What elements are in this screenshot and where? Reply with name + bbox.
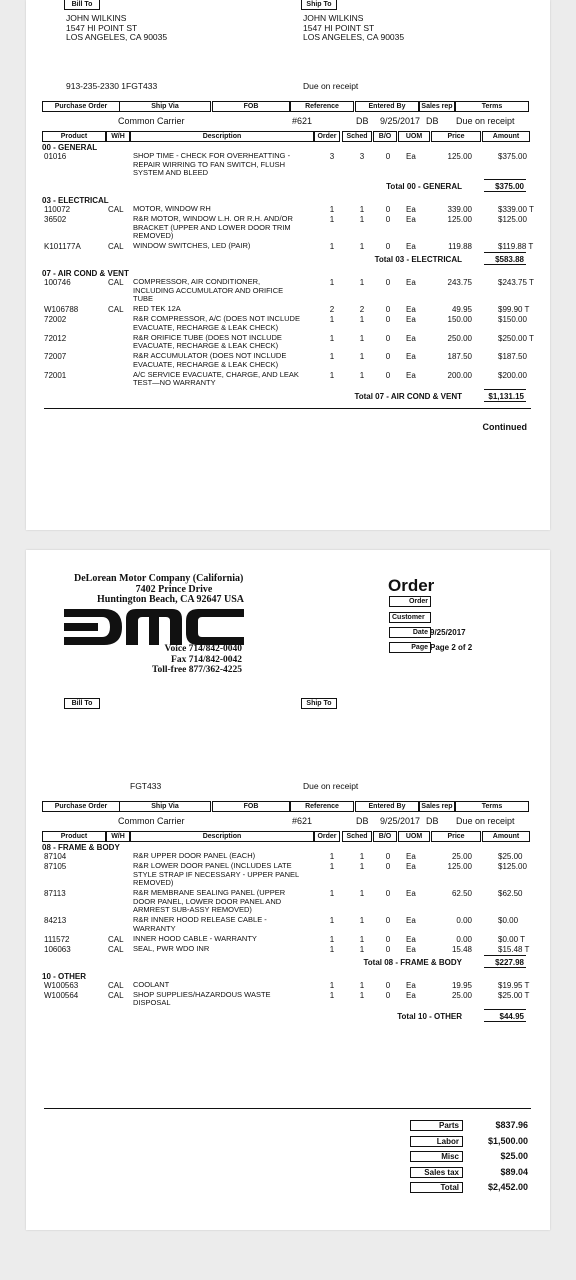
cell-price: 119.88 bbox=[448, 242, 472, 251]
cell-amount: $187.50 bbox=[498, 352, 527, 361]
col-sched-p2: Sched bbox=[342, 831, 372, 842]
cell-uom: Ea bbox=[406, 889, 416, 898]
section-total-value: $375.00 bbox=[495, 182, 524, 191]
cell-bo: 0 bbox=[385, 944, 391, 954]
col-order: Order bbox=[314, 131, 340, 142]
terms-value: Due on receipt bbox=[456, 116, 515, 126]
cell-order: 1 bbox=[329, 852, 335, 861]
section-title: 08 - FRAME & BODY bbox=[42, 843, 120, 852]
cell-uom: Ea bbox=[406, 852, 416, 861]
section-total-value: $1,131.15 bbox=[488, 392, 524, 401]
cell-bo: 0 bbox=[385, 205, 391, 214]
fax-number: Fax 714/842-0042 bbox=[171, 654, 242, 665]
cell-sched: 1 bbox=[359, 990, 365, 1000]
cell-uom: Ea bbox=[406, 990, 416, 1000]
bill-to-address bbox=[66, 14, 167, 43]
cell-amount: $19.95 T bbox=[498, 980, 530, 990]
cell-price: 125.00 bbox=[447, 215, 472, 224]
cell-uom: Ea bbox=[406, 305, 416, 314]
section-total-value: $583.88 bbox=[495, 255, 524, 264]
col-product-p2: Product bbox=[42, 831, 106, 842]
cell-price: 187.50 bbox=[447, 352, 472, 361]
cell-product: 01016 bbox=[44, 152, 67, 161]
cell-description: R&R INNER HOOD RELEASE CABLE - WARRANTY bbox=[133, 915, 267, 933]
cell-wh: CAL bbox=[108, 944, 124, 954]
company-city: Huntington Beach, CA 92647 USA bbox=[97, 594, 244, 605]
summary-value: $2,452.00 bbox=[487, 1182, 528, 1192]
bill-to-line: JOHN WILKINS bbox=[66, 13, 127, 23]
cell-sched: 1 bbox=[359, 916, 365, 925]
cell-order: 1 bbox=[329, 889, 335, 898]
cell-description: RED TEK 12A bbox=[133, 304, 181, 313]
cell-order: 1 bbox=[329, 215, 335, 224]
cell-price: 15.48 bbox=[451, 944, 472, 954]
cell-order: 1 bbox=[329, 862, 335, 871]
cell-order: 1 bbox=[329, 934, 335, 944]
cell-bo: 0 bbox=[385, 852, 391, 861]
cell-bo: 0 bbox=[385, 333, 391, 343]
sales-rep-value: DB bbox=[426, 116, 439, 126]
col-price: Price bbox=[431, 131, 481, 142]
section-title: 10 - OTHER bbox=[42, 971, 87, 981]
sales-rep-value-p2: DB bbox=[426, 816, 439, 826]
voice-number: Voice 714/842-0040 bbox=[164, 644, 242, 654]
cell-order: 3 bbox=[329, 152, 335, 161]
col-uom: UOM bbox=[398, 131, 430, 142]
cell-bo: 0 bbox=[385, 242, 391, 251]
cell-product: 106063 bbox=[44, 944, 71, 954]
cell-price: 125.00 bbox=[447, 862, 472, 871]
col-bo: B/O bbox=[373, 131, 397, 142]
hline-total bbox=[484, 955, 526, 956]
fob-label-p2: FOB bbox=[212, 801, 290, 812]
cell-price: 243.75 bbox=[447, 278, 472, 287]
cell-description: A/C SERVICE EVACUATE, CHARGE, AND LEAK TEST—NO WARRANTY bbox=[133, 369, 299, 387]
cell-bo: 0 bbox=[385, 980, 391, 990]
phone-line-p2: FGT433 bbox=[130, 781, 162, 791]
col-wh-p2: W/H bbox=[106, 831, 130, 842]
summary-value: $25.00 bbox=[500, 1151, 528, 1161]
cell-sched: 1 bbox=[359, 352, 365, 361]
purchase-order-label: Purchase Order bbox=[42, 101, 120, 112]
cell-amount: $0.00 bbox=[498, 916, 519, 925]
bill-to-label: Bill To bbox=[64, 0, 100, 10]
cell-description: R&R COMPRESSOR, A/C (DOES NOT INCLUDE EVACUATE, RECHARGE & LEAK CHECK) bbox=[133, 314, 300, 332]
cell-product: 87104 bbox=[44, 852, 67, 861]
entered-by-value: DB bbox=[356, 116, 369, 126]
col-sched: Sched bbox=[342, 131, 372, 142]
cell-price: 62.50 bbox=[451, 889, 472, 898]
section-title: 00 - GENERAL bbox=[42, 143, 98, 152]
cell-wh: CAL bbox=[108, 205, 124, 214]
cell-order: 1 bbox=[329, 370, 335, 380]
cell-uom: Ea bbox=[406, 862, 416, 871]
ship-via-value: Common Carrier bbox=[118, 116, 185, 126]
cell-price: 250.00 bbox=[447, 333, 472, 343]
cell-product: 72002 bbox=[44, 315, 67, 324]
ship-via-label-p2: Ship Via bbox=[119, 801, 211, 812]
reference-value-p2: #621 bbox=[292, 816, 313, 826]
cell-product: 36502 bbox=[44, 215, 67, 224]
terms-label-p2: Terms bbox=[455, 801, 529, 812]
cell-bo: 0 bbox=[385, 889, 391, 898]
summary-value: $1,500.00 bbox=[487, 1135, 528, 1146]
summary-label: Sales tax bbox=[410, 1167, 463, 1178]
entered-by-label-p2: Entered By bbox=[355, 801, 419, 812]
cell-order: 1 bbox=[329, 990, 335, 1000]
bill-to-line: LOS ANGELES, CA 90035 bbox=[66, 32, 168, 42]
cell-product: 72012 bbox=[44, 333, 67, 343]
cell-order: 1 bbox=[329, 242, 335, 251]
dmc-logo bbox=[64, 607, 246, 647]
phone-line: 913-235-2330 1FGT433 bbox=[66, 81, 158, 91]
reference-label: Reference bbox=[290, 101, 354, 112]
section-total-label: Total 08 - FRAME & BODY bbox=[363, 957, 462, 967]
cell-sched: 2 bbox=[359, 305, 365, 314]
cell-bo: 0 bbox=[385, 278, 391, 287]
cell-product: W106788 bbox=[44, 305, 79, 314]
summary-value: $837.96 bbox=[495, 1120, 528, 1130]
cell-price: 25.00 bbox=[451, 990, 472, 1000]
bill-to-label-p2: Bill To bbox=[64, 698, 100, 709]
section-total-label: Total 00 - GENERAL bbox=[386, 182, 462, 191]
col-description-p2: Description bbox=[130, 831, 314, 842]
divider bbox=[44, 408, 531, 409]
cell-sched: 1 bbox=[359, 333, 365, 343]
cell-sched: 1 bbox=[359, 934, 365, 944]
company-contact bbox=[136, 644, 242, 676]
cell-bo: 0 bbox=[385, 215, 391, 224]
hline-total-under bbox=[484, 967, 526, 968]
reference-label-p2: Reference bbox=[290, 801, 354, 812]
cell-bo: 0 bbox=[385, 916, 391, 925]
order-label: Order bbox=[389, 596, 431, 607]
cell-amount: $339.00 T bbox=[498, 205, 534, 214]
cell-order: 1 bbox=[329, 333, 335, 343]
cell-order: 1 bbox=[329, 205, 335, 214]
cell-uom: Ea bbox=[406, 315, 416, 324]
cell-amount: $243.75 T bbox=[498, 278, 534, 287]
summary-label: Misc bbox=[410, 1151, 463, 1162]
cell-price: 25.00 bbox=[451, 852, 472, 861]
cell-description: COOLANT bbox=[133, 979, 170, 989]
cell-sched: 1 bbox=[359, 370, 365, 380]
cell-bo: 0 bbox=[385, 315, 391, 324]
cell-uom: Ea bbox=[406, 980, 416, 990]
cell-amount: $25.00 T bbox=[498, 990, 530, 1000]
invoice-page-2 bbox=[26, 550, 550, 1230]
section-total-label: Total 07 - AIR COND & VENT bbox=[354, 392, 462, 401]
due-text-p2: Due on receipt bbox=[303, 781, 359, 791]
hline-total-under bbox=[484, 401, 526, 402]
date-meta-value: 9/25/2017 bbox=[430, 628, 466, 637]
cell-order: 1 bbox=[329, 980, 335, 990]
cell-bo: 0 bbox=[385, 990, 391, 1000]
cell-wh: CAL bbox=[108, 278, 124, 287]
col-product: Product bbox=[42, 131, 106, 142]
cell-description: R&R LOWER DOOR PANEL (INCLUDES LATE STYLE STRAP IF NECESSARY - UPPER PANEL REMOVED) bbox=[133, 861, 299, 887]
ship-via-label: Ship Via bbox=[119, 101, 211, 112]
ship-to-label: Ship To bbox=[301, 0, 337, 10]
cell-product: 87105 bbox=[44, 862, 67, 871]
cell-amount: $119.88 T bbox=[498, 242, 534, 251]
hline-total bbox=[484, 1009, 526, 1010]
cell-order: 1 bbox=[329, 916, 335, 925]
ship-to-label-p2: Ship To bbox=[301, 698, 337, 709]
cell-bo: 0 bbox=[385, 370, 391, 380]
cell-description: COMPRESSOR, AIR CONDITIONER, INCLUDING ACCUMULATOR AND ORIFICE TUBE bbox=[133, 277, 284, 303]
company-name: DeLorean Motor Company (California) bbox=[74, 573, 244, 584]
col-amount: Amount bbox=[482, 131, 530, 142]
date-value-p2: 9/25/2017 bbox=[380, 816, 421, 826]
cell-order: 2 bbox=[329, 305, 335, 314]
purchase-order-label-p2: Purchase Order bbox=[42, 801, 120, 812]
invoice-page-1 bbox=[26, 0, 550, 530]
cell-wh: CAL bbox=[108, 990, 124, 1000]
cell-product: 87113 bbox=[44, 889, 66, 898]
cell-price: 49.95 bbox=[451, 305, 472, 314]
cell-product: W100564 bbox=[44, 990, 79, 1000]
hline-total bbox=[484, 252, 526, 253]
cell-amount: $200.00 bbox=[498, 370, 527, 380]
ship-to-address bbox=[303, 14, 404, 43]
cell-order: 1 bbox=[329, 278, 335, 287]
cell-amount: $15.48 T bbox=[498, 944, 530, 954]
cell-uom: Ea bbox=[406, 944, 416, 954]
section-title: 07 - AIR COND & VENT bbox=[42, 269, 129, 278]
date-label: Date bbox=[389, 627, 431, 638]
cell-description: MOTOR, WINDOW RH bbox=[133, 204, 211, 213]
cell-order: 1 bbox=[329, 352, 335, 361]
summary-value: $89.04 bbox=[500, 1166, 528, 1177]
ship-to-line: 1547 HI POINT ST bbox=[303, 22, 375, 33]
cell-order: 1 bbox=[329, 315, 335, 324]
cell-amount: $125.00 bbox=[498, 862, 527, 871]
cell-description: R&R ORIFICE TUBE (DOES NOT INCLUDE EVACUATE, RECHARGE & LEAK CHECK) bbox=[133, 332, 282, 350]
cell-amount: $0.00 T bbox=[498, 934, 525, 944]
cell-uom: Ea bbox=[406, 215, 416, 224]
hline-total bbox=[484, 389, 526, 390]
ship-to-line: JOHN WILKINS bbox=[303, 13, 364, 23]
continued-text: Continued bbox=[482, 422, 527, 432]
terms-label: Terms bbox=[455, 101, 529, 112]
cell-uom: Ea bbox=[406, 370, 416, 380]
fob-label: FOB bbox=[212, 101, 290, 112]
summary-label: Total bbox=[410, 1182, 463, 1193]
cell-sched: 1 bbox=[359, 315, 365, 324]
cell-description: R&R ACCUMULATOR (DOES NOT INCLUDE EVACUATE, RECHARGE & LEAK CHECK) bbox=[133, 351, 287, 369]
cell-uom: Ea bbox=[406, 278, 416, 287]
cell-product: K101177A bbox=[44, 242, 81, 251]
tollfree-number: Toll-free 877/362-4225 bbox=[152, 665, 242, 675]
cell-amount: $99.90 T bbox=[498, 305, 530, 314]
section-total-label: Total 10 - OTHER bbox=[397, 1012, 462, 1021]
entered-by-label: Entered By bbox=[355, 101, 419, 112]
section-total-value: $227.98 bbox=[495, 957, 524, 967]
cell-price: 150.00 bbox=[447, 315, 472, 324]
cell-amount: $250.00 T bbox=[498, 333, 534, 343]
cell-product: 72001 bbox=[44, 370, 67, 380]
cell-price: 339.00 bbox=[447, 205, 472, 214]
page-meta-value: Page 2 of 2 bbox=[430, 643, 473, 652]
section-title: 03 - ELECTRICAL bbox=[42, 196, 109, 205]
cell-uom: Ea bbox=[406, 152, 416, 161]
cell-sched: 1 bbox=[359, 215, 365, 224]
ship-to-line: LOS ANGELES, CA 90035 bbox=[303, 32, 405, 42]
section-total-value: $44.95 bbox=[499, 1012, 524, 1021]
col-price-p2: Price bbox=[431, 831, 481, 842]
col-wh: W/H bbox=[106, 131, 130, 142]
cell-sched: 3 bbox=[359, 152, 365, 161]
hline-total-under bbox=[484, 1021, 526, 1022]
divider-p2 bbox=[44, 1108, 531, 1109]
customer-label: Customer bbox=[389, 612, 431, 623]
cell-wh: CAL bbox=[108, 305, 124, 314]
company-street: 7402 Prince Drive bbox=[135, 583, 213, 595]
cell-uom: Ea bbox=[406, 242, 416, 251]
cell-wh: CAL bbox=[108, 242, 124, 251]
cell-product: 72007 bbox=[44, 352, 67, 361]
cell-description: INNER HOOD CABLE - WARRANTY bbox=[133, 933, 257, 943]
sales-rep-label-p2: Sales rep bbox=[419, 801, 455, 812]
cell-price: 200.00 bbox=[447, 370, 472, 380]
cell-description: R&R MEMBRANE SEALING PANEL (UPPER DOOR PANEL, LOWER DOOR PANEL AND ARMREST SUB-ASSY REMOVED) bbox=[133, 888, 286, 914]
cell-sched: 1 bbox=[359, 852, 365, 861]
summary-label: Parts bbox=[410, 1120, 463, 1131]
cell-sched: 1 bbox=[359, 278, 365, 287]
cell-price: 19.95 bbox=[451, 980, 472, 990]
cell-uom: Ea bbox=[406, 934, 416, 944]
cell-wh: CAL bbox=[108, 980, 124, 990]
col-order-p2: Order bbox=[314, 831, 340, 842]
cell-description: WINDOW SWITCHES, LED (PAIR) bbox=[133, 241, 251, 250]
cell-wh: CAL bbox=[108, 934, 124, 944]
cell-description: SHOP TIME - CHECK FOR OVERHEATTING - REPAIR WIRRING TO FAN SWITCH, FLUSH SYSTEM AND BLEED bbox=[133, 151, 291, 177]
cell-amount: $25.00 bbox=[498, 852, 523, 861]
bill-to-line: 1547 HI POINT ST bbox=[66, 22, 138, 33]
cell-uom: Ea bbox=[406, 333, 416, 343]
cell-bo: 0 bbox=[385, 352, 391, 361]
hline-total-under bbox=[484, 191, 526, 192]
cell-sched: 1 bbox=[359, 944, 365, 954]
cell-bo: 0 bbox=[385, 934, 391, 944]
cell-price: 125.00 bbox=[447, 152, 472, 161]
cell-product: 100746 bbox=[44, 278, 71, 287]
col-bo-p2: B/O bbox=[373, 831, 397, 842]
cell-uom: Ea bbox=[406, 205, 416, 214]
cell-order: 1 bbox=[329, 944, 335, 954]
cell-sched: 1 bbox=[359, 862, 365, 871]
cell-sched: 1 bbox=[359, 205, 365, 214]
sales-rep-label: Sales rep bbox=[419, 101, 455, 112]
cell-description: SHOP SUPPLIES/HAZARDOUS WASTE DISPOSAL bbox=[133, 989, 271, 1007]
cell-sched: 1 bbox=[359, 980, 365, 990]
reference-value: #621 bbox=[292, 116, 313, 126]
cell-price: 0.00 bbox=[456, 916, 472, 925]
hline-total-under bbox=[484, 264, 526, 265]
cell-amount: $150.00 bbox=[498, 315, 527, 324]
col-amount-p2: Amount bbox=[482, 831, 530, 842]
cell-product: 110072 bbox=[44, 205, 71, 214]
cell-uom: Ea bbox=[406, 352, 416, 361]
entered-by-value-p2: DB bbox=[356, 816, 369, 826]
cell-uom: Ea bbox=[406, 916, 416, 925]
cell-sched: 1 bbox=[359, 889, 365, 898]
cell-sched: 1 bbox=[359, 242, 365, 251]
cell-amount: $125.00 bbox=[498, 215, 527, 224]
terms-value-p2: Due on receipt bbox=[456, 816, 515, 826]
ship-via-value-p2: Common Carrier bbox=[118, 816, 185, 826]
cell-amount: $62.50 bbox=[498, 889, 523, 898]
cell-bo: 0 bbox=[385, 305, 391, 314]
document-title: Order bbox=[388, 576, 435, 595]
col-uom-p2: UOM bbox=[398, 831, 430, 842]
cell-description: SEAL, PWR WDO INR bbox=[133, 943, 210, 953]
section-total-label: Total 03 - ELECTRICAL bbox=[374, 255, 462, 264]
cell-product: W100563 bbox=[44, 980, 79, 990]
page-label: Page bbox=[389, 642, 431, 653]
col-description: Description bbox=[130, 131, 314, 142]
cell-bo: 0 bbox=[385, 862, 391, 871]
cell-description: R&R UPPER DOOR PANEL (EACH) bbox=[133, 851, 256, 860]
date-value: 9/25/2017 bbox=[380, 116, 421, 126]
summary-label: Labor bbox=[410, 1136, 463, 1147]
cell-price: 0.00 bbox=[456, 934, 472, 944]
hline-total bbox=[484, 179, 526, 180]
cell-product: 84213 bbox=[44, 916, 67, 925]
cell-bo: 0 bbox=[385, 152, 391, 161]
cell-description: R&R MOTOR, WINDOW L.H. OR R.H. AND/OR BRACKET (UPPER AND LOWER DOOR TRIM REMOVED) bbox=[133, 214, 293, 240]
due-text: Due on receipt bbox=[303, 81, 359, 91]
cell-product: 111572 bbox=[44, 934, 70, 944]
company-address bbox=[74, 574, 244, 606]
cell-amount: $375.00 bbox=[498, 152, 527, 161]
